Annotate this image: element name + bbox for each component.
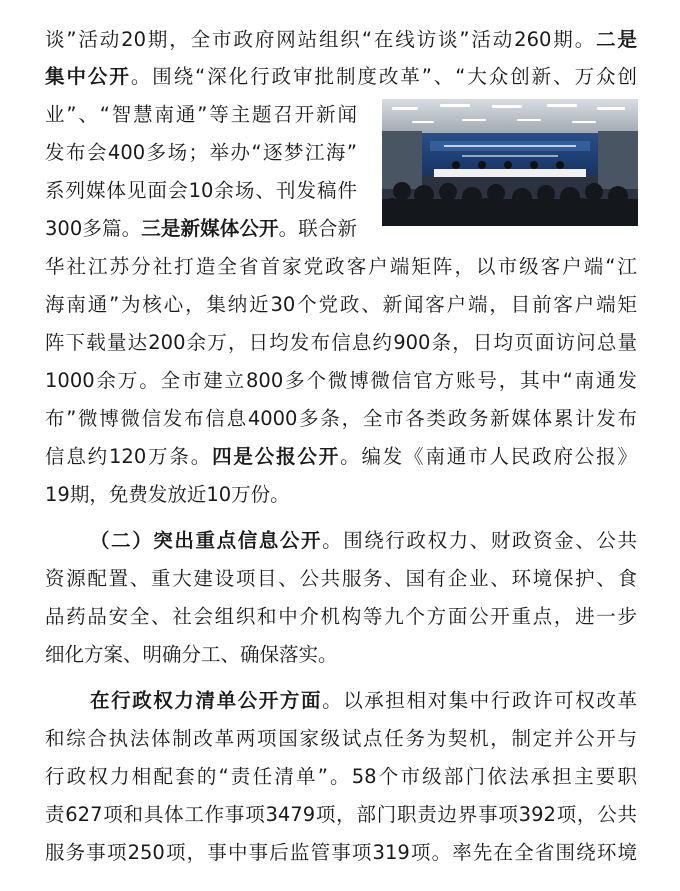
text-line: 19期，免费发放近10万份。	[45, 483, 290, 506]
text-line: 品药品安全、社会组织和中介机构等九个方面公开重点，进一步	[45, 605, 637, 628]
text-line: 海南通”为核心，集纳近30个党政、新闻客户端，目前客户端矩	[45, 293, 637, 316]
text-line: 谈”活动20期，全市政府网站组织“在线访谈”活动260期。二是	[45, 28, 637, 51]
text-line: 阵下载量达200余万，日均发布信息约900条，日均页面访问总量	[45, 331, 637, 354]
text-line: 责627项和具体工作事项3479项，部门职责边界事项392项，公共	[45, 803, 637, 826]
text-line: 行政权力相配套的“责任清单”。58个市级部门依法承担主要职	[45, 765, 637, 788]
text-line: 系列媒体见面会10余场、刊发稿件	[45, 179, 357, 202]
text-line: 业”、“智慧南通”等主题召开新闻	[45, 103, 357, 126]
text-line: 资源配置、重大建设项目、公共服务、国有企业、环境保护、食	[45, 567, 637, 590]
text-line: 和综合执法体制改革两项国家级试点任务为契机，制定并公开与	[45, 727, 637, 750]
press-conference-photo	[382, 99, 638, 226]
text-line: 在行政权力清单公开方面。以承担相对集中行政许可权改革	[90, 689, 637, 712]
text-line: 集中公开。围绕“深化行政审批制度改革”、“大众创新、万众创	[45, 65, 637, 88]
text-line: 300多篇。三是新媒体公开。联合新	[45, 217, 357, 240]
text-line: （二）突出重点信息公开。围绕行政权力、财政资金、公共	[90, 529, 637, 552]
text-line: 细化方案、明确分工、确保落实。	[45, 643, 338, 666]
text-line: 信息约120万条。四是公报公开。编发《南通市人民政府公报》	[45, 445, 637, 468]
text-line: 1000余万。全市建立800多个微博微信官方账号，其中“南通发	[45, 369, 637, 392]
text-line: 布”微博微信发布信息4000多条，全市各类政务新媒体累计发布	[45, 407, 637, 430]
text-line: 发布会400多场；举办“逐梦江海”	[45, 141, 357, 164]
text-line: 华社江苏分社打造全省首家党政客户端矩阵，以市级客户端“江	[45, 255, 637, 278]
text-line: 服务事项250项，事中事后监管事项319项。率先在全省围绕环境	[45, 841, 637, 864]
press-conference-image	[382, 99, 638, 226]
